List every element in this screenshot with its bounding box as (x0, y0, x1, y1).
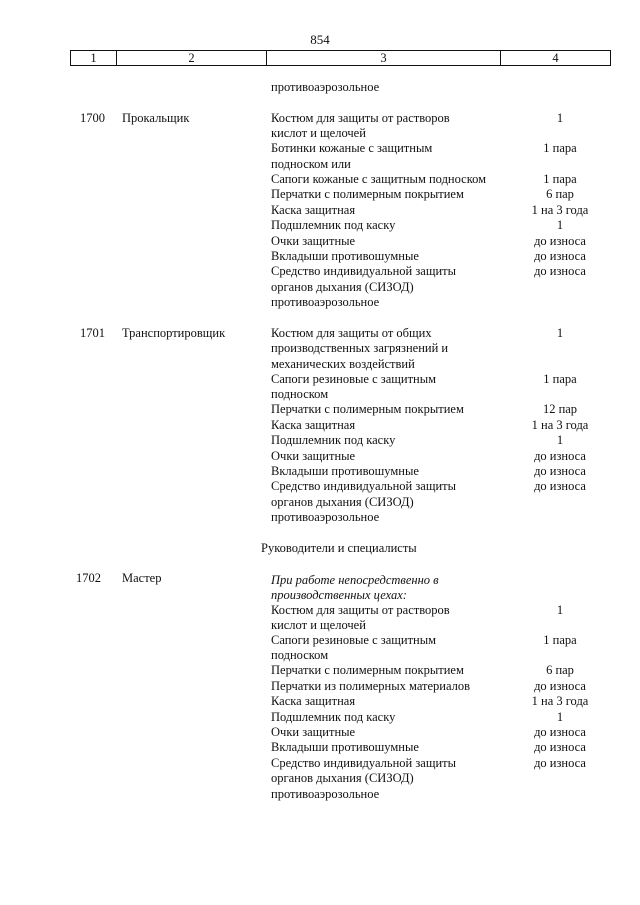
item-text: Перчатки с полимерным покрытием (271, 663, 464, 677)
item-text: Вкладыши противошумные (271, 464, 419, 478)
item-quantity: до износа (534, 479, 586, 493)
item-text: кислот и щелочей (271, 618, 366, 632)
item-text: Средство индивидуальной защиты (271, 264, 457, 278)
item-quantity: 1 (556, 603, 564, 617)
continuation-text: противоаэрозольное (271, 80, 380, 94)
item-text: Вкладыши противошумные (271, 249, 419, 263)
item-quantity: до износа (534, 449, 586, 463)
item-text: Костюм для защиты от растворов (271, 603, 450, 617)
item-text: органов дыхания (СИЗОД) (271, 771, 414, 785)
item-quantity: 1 пара (543, 372, 577, 386)
column-header-3: 3 (267, 51, 501, 65)
item-text: Перчатки с полимерным покрытием (271, 187, 464, 201)
item-text: производственных загрязнений и (271, 341, 449, 355)
item-quantity: до износа (534, 756, 586, 770)
item-text: Очки защитные (271, 234, 356, 248)
entry-number: 1702 (76, 571, 101, 585)
item-text: Перчатки с полимерным покрытием (271, 402, 464, 416)
item-text: механических воздействий (271, 357, 415, 371)
profession-name: Прокальщик (122, 111, 190, 125)
item-text: Сапоги резиновые с защитным (271, 372, 437, 386)
item-quantity: до износа (534, 740, 586, 754)
item-text: Очки защитные (271, 449, 356, 463)
item-text: Каска защитная (271, 418, 356, 432)
item-quantity: 1 пара (543, 141, 577, 155)
item-text: противоаэрозольное (271, 787, 380, 801)
item-text: Перчатки из полимерных материалов (271, 679, 471, 693)
condition-note: производственных цехах: (271, 588, 407, 602)
item-text: Средство индивидуальной защиты (271, 479, 457, 493)
item-text: Подшлемник под каску (271, 710, 396, 724)
item-quantity: до износа (534, 725, 586, 739)
item-text: органов дыхания (СИЗОД) (271, 495, 414, 509)
item-text: органов дыхания (СИЗОД) (271, 280, 414, 294)
profession-name: Транспортировщик (122, 326, 226, 340)
profession-name: Мастер (122, 571, 162, 585)
item-quantity: до износа (534, 464, 586, 478)
item-text: Подшлемник под каску (271, 218, 396, 232)
item-text: подноском или (271, 157, 351, 171)
column-header-row (70, 50, 611, 66)
item-text: Костюм для защиты от растворов (271, 111, 450, 125)
section-heading: Руководители и специалисты (261, 541, 417, 555)
entry-number: 1701 (80, 326, 105, 340)
column-header-1: 1 (71, 51, 117, 65)
item-text: подноском (271, 387, 329, 401)
item-text: Сапоги резиновые с защитным (271, 633, 437, 647)
item-text: Подшлемник под каску (271, 433, 396, 447)
item-text: Сапоги кожаные с защитным подноском (271, 172, 487, 186)
page-number: 854 (310, 32, 330, 47)
item-text: Очки защитные (271, 725, 356, 739)
item-quantity: 1 (556, 326, 564, 340)
item-quantity: до износа (534, 264, 586, 278)
item-quantity: 1 пара (543, 172, 577, 186)
item-quantity: 1 (556, 433, 564, 447)
item-quantity: до износа (534, 234, 586, 248)
item-quantity: 1 на 3 года (531, 418, 589, 432)
item-text: кислот и щелочей (271, 126, 366, 140)
item-quantity: 12 пар (542, 402, 578, 416)
item-text: Костюм для защиты от общих (271, 326, 432, 340)
item-quantity: 1 на 3 года (531, 203, 589, 217)
column-header-2: 2 (117, 51, 267, 65)
item-quantity: 6 пар (546, 663, 574, 677)
entry-number: 1700 (80, 111, 105, 125)
item-quantity: 1 (556, 218, 564, 232)
column-header-4: 4 (552, 51, 559, 65)
item-text: подноском (271, 648, 329, 662)
item-quantity: до износа (534, 249, 586, 263)
item-text: Каска защитная (271, 694, 356, 708)
item-text: противоаэрозольное (271, 510, 380, 524)
item-text: Ботинки кожаные с защитным (271, 141, 433, 155)
item-text: Средство индивидуальной защиты (271, 756, 457, 770)
item-text: Вкладыши противошумные (271, 740, 419, 754)
item-text: противоаэрозольное (271, 295, 380, 309)
item-quantity: до износа (534, 679, 586, 693)
item-quantity: 1 (556, 111, 564, 125)
item-quantity: 1 пара (543, 633, 577, 647)
condition-note: При работе непосредственно в (271, 573, 439, 587)
item-quantity: 6 пар (546, 187, 574, 201)
item-quantity: 1 (556, 710, 564, 724)
item-quantity: 1 на 3 года (531, 694, 589, 708)
item-text: Каска защитная (271, 203, 356, 217)
